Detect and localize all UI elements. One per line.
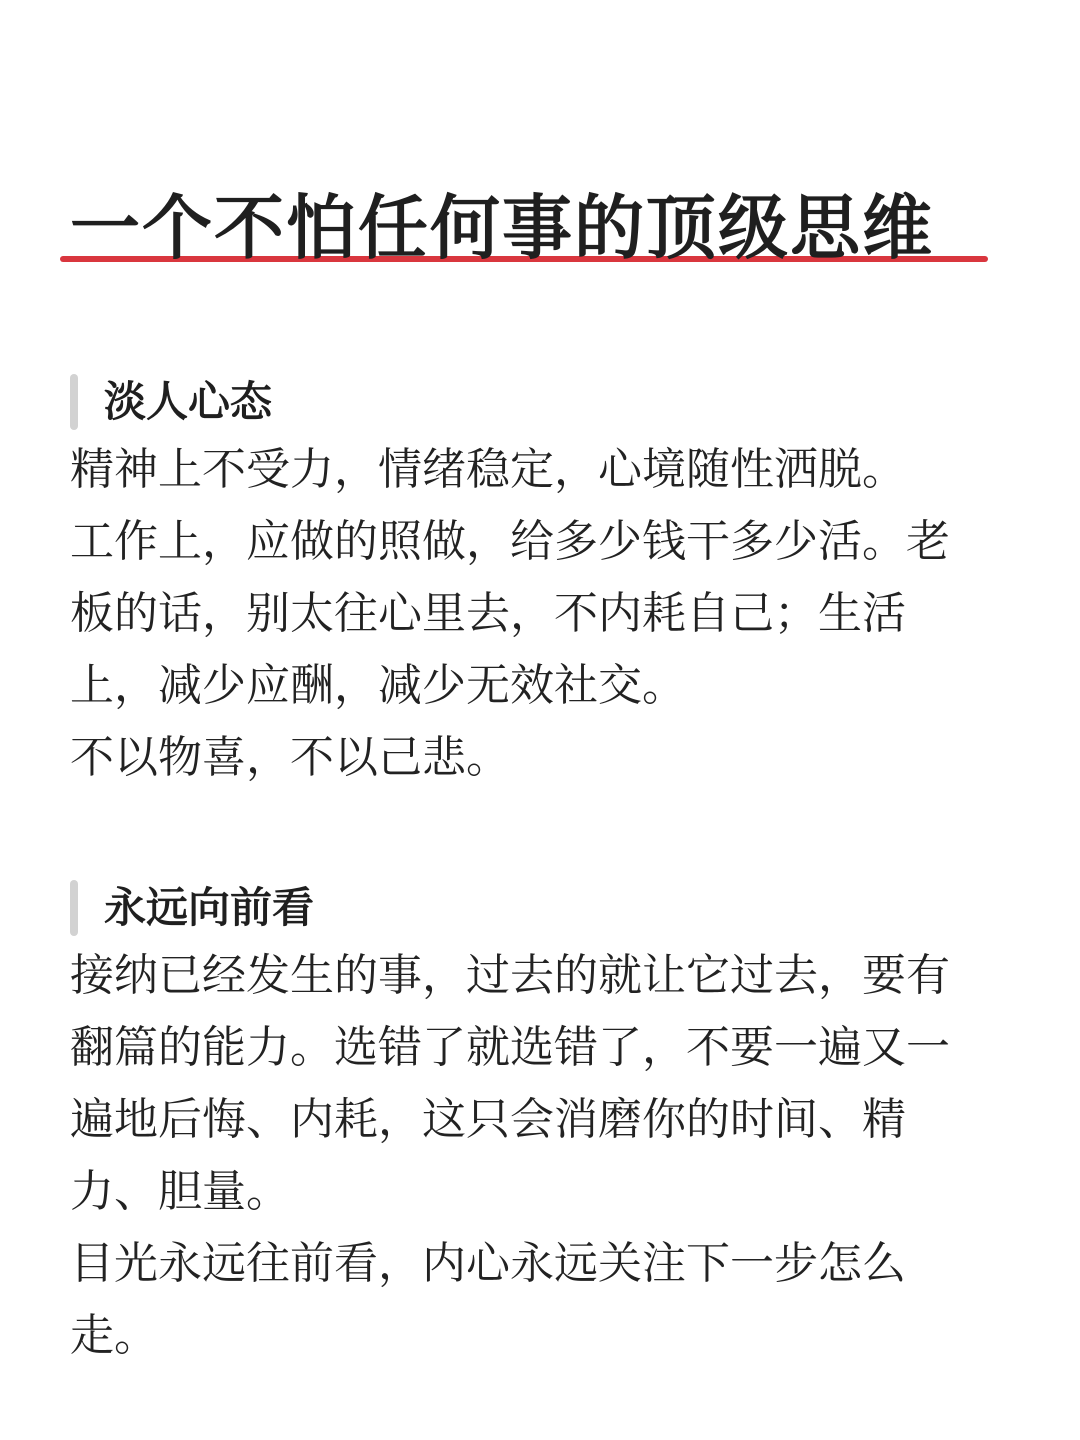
paragraph-line: 上，减少应酬，减少无效社交。 <box>70 660 686 711</box>
title-block <box>60 186 990 276</box>
paragraph-line: 目光永远往前看，内心永远关注下一步怎么 <box>70 1238 906 1289</box>
paragraph-line: 接纳已经发生的事，过去的就让它过去，要有 <box>70 950 950 1001</box>
section-heading <box>70 876 1020 940</box>
paragraph-line: 板的话，别太往心里去，不内耗自己；生活 <box>70 588 906 639</box>
paragraph-line: 遍地后悔、内耗，这只会消磨你的时间、精 <box>70 1094 906 1145</box>
paragraph-line: 走。 <box>70 1310 158 1361</box>
section-heading-text: 永远向前看 <box>104 883 315 932</box>
heading-accent-bar <box>70 374 78 430</box>
section-heading <box>70 370 1020 434</box>
heading-accent-bar <box>70 880 78 936</box>
section-mindset <box>70 370 1020 794</box>
paragraph-line: 翻篇的能力。选错了就选错了，不要一遍又一 <box>70 1022 950 1073</box>
paragraph-line: 不以物喜，不以己悲。 <box>70 732 510 783</box>
paragraph-line: 力、胆量。 <box>70 1166 290 1217</box>
page-title: 一个不怕任何事的顶级思维 <box>70 187 934 269</box>
paragraph-line: 工作上，应做的照做，给多少钱干多少活。老 <box>70 516 950 567</box>
section-look-forward <box>70 876 1020 1372</box>
section-heading-text: 淡人心态 <box>104 377 273 426</box>
paragraph-line: 精神上不受力，情绪稳定，心境随性洒脱。 <box>70 444 906 495</box>
